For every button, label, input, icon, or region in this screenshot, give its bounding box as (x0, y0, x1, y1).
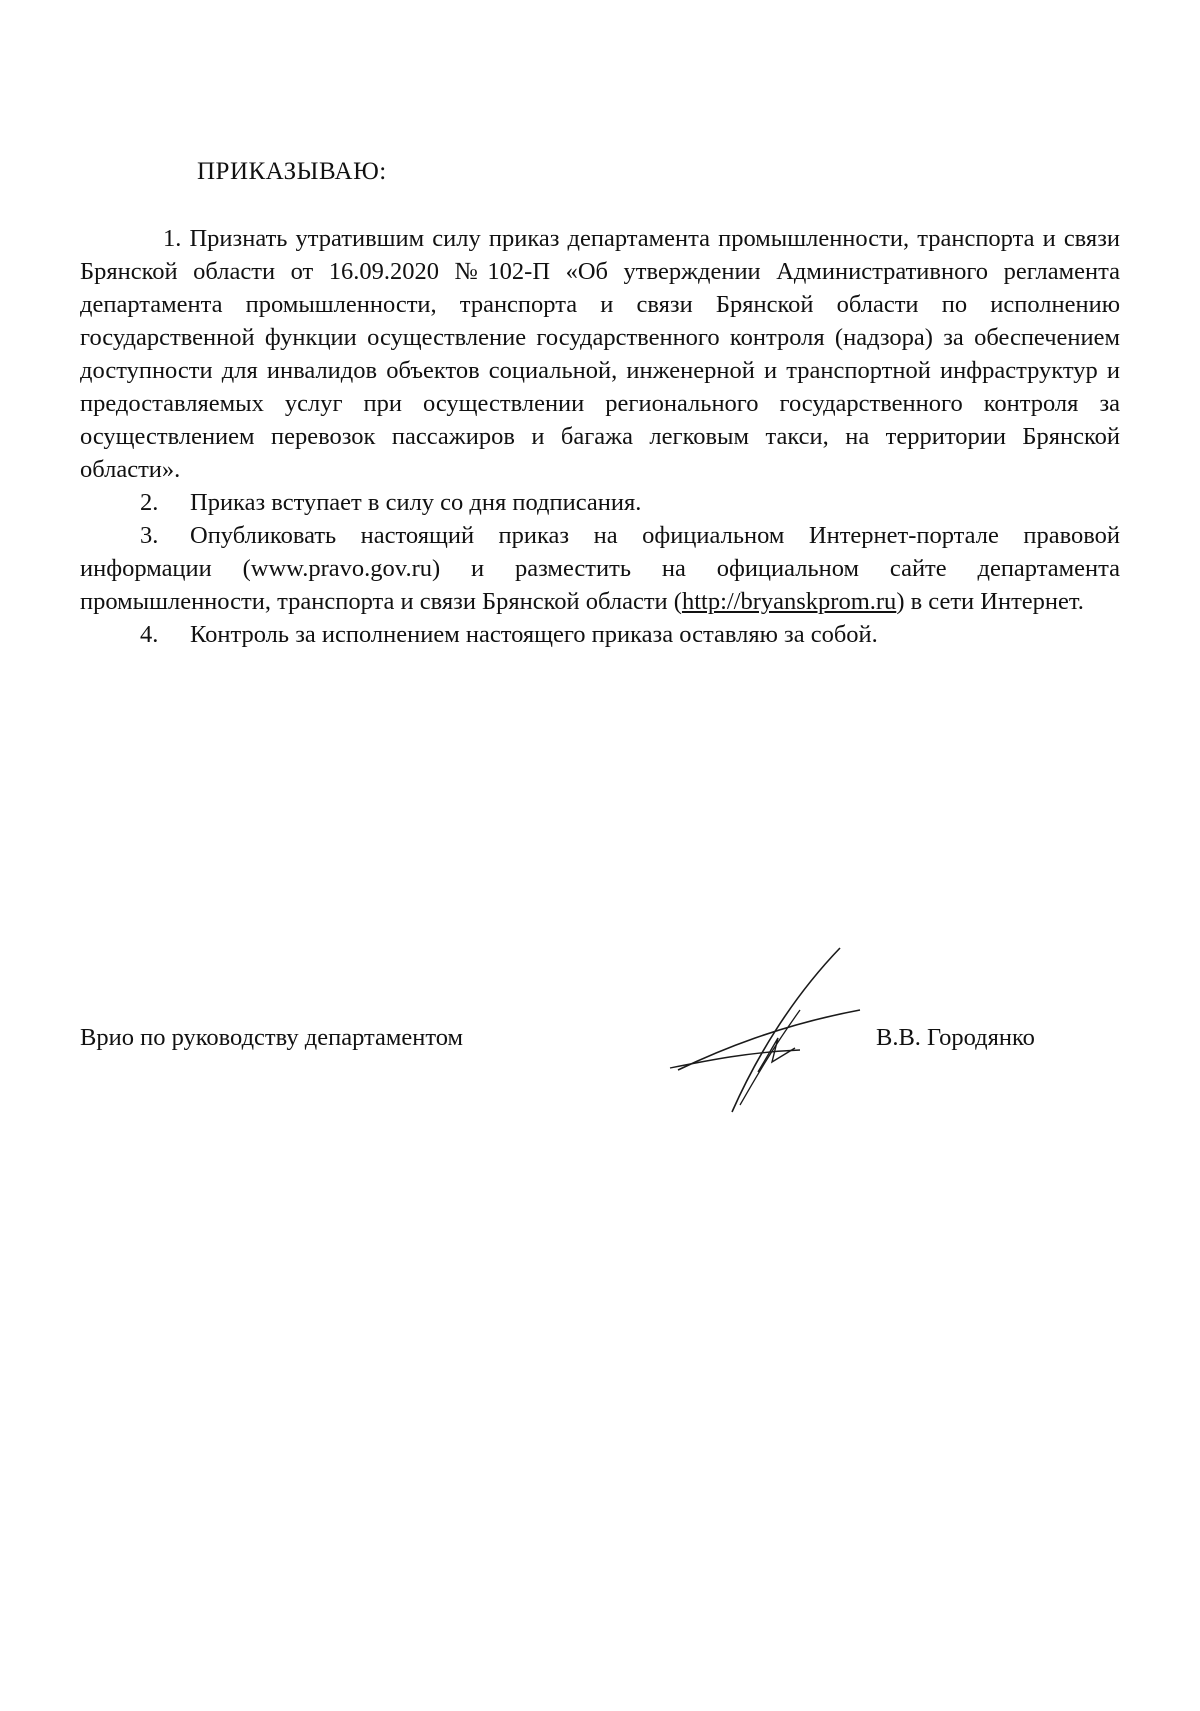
item-number: 2. (140, 489, 159, 516)
item-number: 4. (140, 621, 159, 648)
order-item-4 (80, 618, 1120, 651)
order-item-2 (80, 486, 1120, 519)
signer-name: В.В. Городянко (876, 1024, 1035, 1051)
signer-position: Врио по руководству департаментом (80, 1024, 464, 1051)
handwritten-signature (660, 940, 880, 1120)
signature-stroke (758, 1038, 795, 1072)
item-text-tail: ) в сети Интернет. (896, 588, 1084, 615)
order-item-1: 1. Признать утратившим силу приказ департамента промышленности, транспорта и связи Брянской области от 16.09.2020 №102-П «Об утверждении Административного регламента департамента промышленности, транспорта и связи Брянской области по исполнению государственной функции осуществление государственного контроля (надзора) за обеспечением доступности для инвалидов объектов социальной, инженерной и транспортной инфраструктур и предоставляемых услуг при осуществлении регионального государственного контроля за осуществлением перевозок пассажиров и багажа легковым такси, на территории Брянской области». (80, 225, 1120, 483)
item-text: Контроль за исполнением настоящего приказа оставляю за собой. (190, 621, 878, 648)
item-number: 3. (140, 522, 159, 549)
item-text: Приказ вступает в силу со дня подписания. (190, 489, 642, 516)
order-heading: ПРИКАЗЫВАЮ: (197, 158, 387, 185)
order-body (80, 222, 1120, 651)
website-link[interactable]: http://bryanskprom.ru (681, 588, 897, 615)
signature-stroke (740, 1010, 800, 1105)
order-item-3 (80, 519, 1120, 618)
item-text: Опубликовать настоящий приказ на официальном Интернет-портале правовой информации (www.pravo.gov.ru) и разместить на официальном сайте департамента промышленности, транспорта и связи Брянской области ( (80, 522, 1120, 615)
